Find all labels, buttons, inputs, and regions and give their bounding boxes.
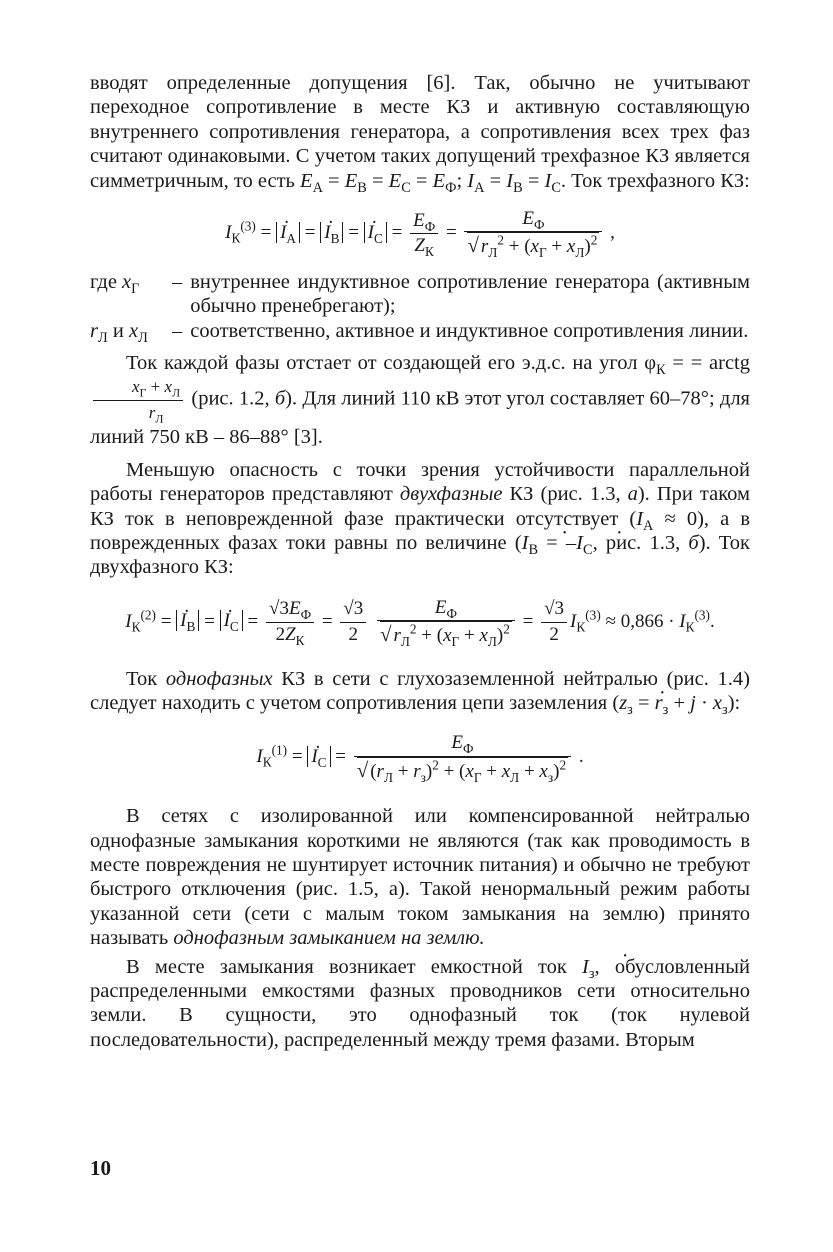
paragraph-3: Меньшую опасность с точки зрения устойчивости параллельной работы генераторов представляют двухфазные КЗ (рис. 1.3, а). При таком КЗ ток в неповрежденной фазе практически отсутствует $(I_А \approx 0)$, а в поврежденных фазах токи равны по величине (· $I_В$ = –· $I_С$, рис. 1.3, б). Ток двухфазного КЗ: (90, 458, 750, 580)
definitions-list (90, 270, 750, 346)
paragraph-4: Ток однофазных КЗ в сети с глухозаземленной нейтралью (рис. 1.4) следует находить с учетом сопротивления цепи заземления (· $z_з = r_з + j \cdot x_з$): (90, 667, 750, 716)
formula-two-phase: $I_К^{(2)}$ = · $I_В$ = · $I_С$ = $\frac{√3E_Ф}{2Z_К}$ = $\frac{√3}{2}$ $E_Ф$ √ $r_Л^2 + (x_Г + x_Л)^2$ = $\frac{√3}{2}$ $I_К^{(3)} \approx 0,866 \cdot I_К^{(3)}$. (90, 596, 750, 649)
paragraph-6: В месте замыкания возникает емкостной ток · $I_з$, обусловленный распределенными емкостями фазных проводников сети относительно земли. В сущности, это однофазный ток (ток нулевой последовательности), распределенный между тремя фазами. Вторым (90, 955, 750, 1053)
paragraph-5 (90, 804, 750, 950)
emphasis-single-phase: однофазных (165, 667, 273, 690)
formula-three-phase: $I_К^{(3)}$ = · $I_А$ = · $I_В$ = · $I_С$ = $\frac{E_Ф}{Z_К}$ = $E_Ф$ √ $r_Л^2 + (x_Г + x_Л)^2$ , (90, 207, 750, 260)
paragraph-2: Ток каждой фазы отстает от создающей его э.д.с. на угол $\varphi_К$ = = arctg $\frac{x_Г + x_Л}{r_Л}$ (рис. 1.2, б). Для линий 110 кВ этот угол составляет 60–78°; для линий 750 кВ – 86–88° [3]. (90, 352, 750, 449)
emphasis-two-phase: двухфазные (399, 483, 503, 506)
definition-rl-xl: $r_Л$ и $x_Л$ – соответственно, активное и индуктивное сопротивления линии. (90, 319, 749, 346)
definition-rl-xl-text: соответственно, активное и индуктивное сопротивления линии. (190, 319, 749, 342)
definition-xg-text: внутреннее индуктивное сопротивление генератора (активным обычно пренебрегают); (190, 270, 750, 318)
page-body (90, 71, 750, 1052)
definition-xg: где $x_Г$ – внутреннее индуктивное сопротивление генератора (активным обычно пренебрегают); (90, 270, 750, 318)
page-number: 10 (90, 1156, 111, 1180)
paragraph-1: вводят определенные допущения [6]. Так, обычно не учитывают переходное сопротивление в месте КЗ и активную составляющую внутреннего сопротивления генератора, а сопротивления всех трех фаз считают одинаковыми. С учетом таких допущений трехфазное КЗ является симметричным, то есть $E_А = E_В = E_С = E_Ф$; $I_А = I_В = I_С$. Ток трехфазного КЗ: (90, 72, 750, 196)
paragraph-5-text: В сетях с изолированной или компенсированной нейтралью однофазные замыкания короткими не являются (так как проводимость в месте повреждения не шунтирует источник питания) и обычно не требуют быстрого отключения (рис. 1.5, а). Такой ненормальный режим работы указанной сети (сети с малым током замыкания на землю) принято называть (90, 805, 750, 950)
formula-single-phase: $I_К^{(1)}$ = · $I_С$ = $E_Ф$ √ $(r_Л + r_з)^2 + (x_Г + x_Л + x_з)^2$ . (90, 731, 750, 784)
paragraph-1-tail: Ток трехфазного КЗ: (571, 169, 750, 192)
emphasis-ground-fault: однофазным замыканием на землю. (173, 927, 485, 950)
